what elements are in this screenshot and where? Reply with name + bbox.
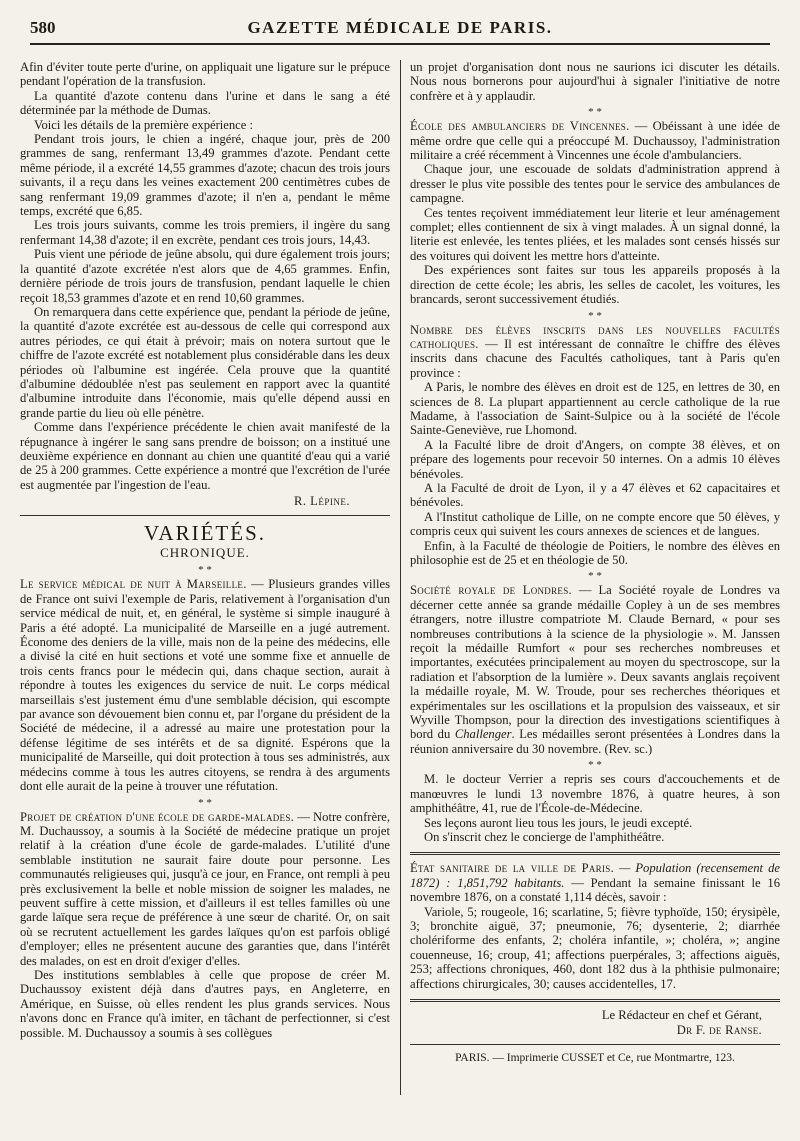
paragraph: Puis vient une période de jeûne absolu, qui dure également trois jours; la quantité d'azote excrétée n'est alors que de 4,65 grammes. Enfin, dernière période de trois jours de transfusion, pendant laquelle le chien reçoit 18,53 grammes d'azote et en rend 10,60 grammes. [20,247,390,305]
paragraph: Chaque jour, une escouade de soldats d'administration apprend à dresser le plus vite possible des tentes pour le service des ambulances de campagne. [410,162,780,206]
paragraph: Ses leçons auront lieu tous les jours, le jeudi excepté. [424,815,693,830]
section-divider [20,515,390,516]
paragraph: On remarquera dans cette expérience que, pendant la période de jeûne, la quantité d'azote excrétée est au-dessous de celle qui correspond aux autres périodes, ce qui était à prévoir; mais on notera surtout que le chiffre de l'azote excrété est notablement plus considérable dans les deux périodes où l'albumine est ingérée. Cela prouve que la quantité d'albumine dédoublée n'est pas seulement en rapport avec la quantité d'albumine introduite dans l'économie, mais qu'elle dépend aussi en grande partie du lieu où elle pénètre. [20,304,390,420]
asterism: * * [198,796,212,809]
article-heading: Nombre des élèves inscrits dans les nouvelles facultés catholiques. [410,322,780,351]
paragraph: A Paris, le nombre des élèves en droit est de 125, en lettres de 30, en sciences de 8. La plupart appartiennent au cercle catholique de la rue Madame, à l'association de Saint-Sulpice ou à la société de l'école Sainte-Geneviève, rue Lhomond. [410,380,780,438]
paragraph: La quantité d'azote contenu dans l'urine et dans le sang a été déterminée par la méthode de Dumas. [20,88,390,118]
paragraph: A la Faculté de droit de Lyon, il y a 47 élèves et 62 capacitaires et bénévoles. [410,480,780,510]
paragraph: Les trois jours suivants, comme les trois premiers, il ingère du sang renfermant 14,38 d'azote; il en excrète, pendant ces trois jours, 14,43. [20,218,390,247]
paragraph: On s'inscrit chez le concierge de l'amphithéâtre. [424,829,665,844]
paragraph: Des expériences sont faites sur tous les appareils proposés à la direction de cette école; les abris, les selles de cacolet, les voitures, les brancards, seront successivement étudiés. [410,263,780,307]
paragraph: un projet d'organisation dont nous ne saurions ici discuter les détails. Nous nous bornerons pour aujourd'hui à signaler l'initiative de notre confrère et à y applaudir. [410,60,780,103]
editor-signature: Le Rédacteur en chef et Gérant, Dr F. de Ranse. [601,1007,762,1037]
left-column [20,60,390,1040]
article-garde-malades: Projet de création d'une école de garde-malades. — Notre confrère, M. Duchaussoy, a soumis à la Société de médecine pratique un projet relatif à la création d'une école de garde-malades. L'utilité d'une semblable institution ne saurait faire doute pour personne. Les communautés religieuses qui, jusqu'à ce jour, en France, ont rempli à peu près exclusivement la belle et noble mission de soigner les malades, ne peuvent suffire à cette mission, et d'ailleurs il est telles familles où une garde laïque sera reçue de préférence à une sœur de charité. Or, on sait où se recrutent actuellement les gardes laïques qu'on est parfois obligé d'employer; elles ne présentent aucune des garanties que, dans l'intérêt des malades, on est en droit d'exiger d'elles. [20,809,390,968]
paragraph: Comme dans l'expérience précédente le chien avait manifesté de la répugnance à ingérer le sang sans prendre de boisson; on a institué une deuxième expérience en donnant au chien une quantité d'eau qui a varié de 25 à 200 grammes. Cette expérience a montré que l'excrétion de l'urée est augmentée par l'ingestion de l'eau. [20,420,390,492]
asterism: * * [588,309,602,322]
paragraph: Voici les détails de la première expérience : [34,117,254,132]
paragraph: A l'Institut catholique de Lille, on ne compte encore que 50 élèves, y compris ceux qui suivent les cours annexes de sciences et de langues. [410,509,780,539]
paragraph: Pendant trois jours, le chien a ingéré, chaque jour, près de 200 grammes de sang, renfermant 13,49 grammes d'azote. Pendant cette même période, il a excrété 14,55 grammes d'azote; chacun des trois jours suivants, il a reçu dans les veines exactement 200 centimètres cubes de sang renfermant 19,09 grammes d'azote; il n'en a, pendant le même temps, excrété que 6,85. [20,132,390,219]
article-heading: Le service médical de nuit à Marseille. [20,577,247,592]
paragraph: Afin d'éviter toute perte d'urine, on appliquait une ligature sur le prépuce pendant l'opération de la transfusion. [20,60,390,89]
article-societe-royale: Société royale de Londres. — La Société royale de Londres va décerner cette année sa grande médaille Copley à un de ses membres étrangers, notre illustre compatriote M. Claude Bernard, « pour ses nombreuses contributions à la science de la physiologie ». M. Janssen reçoit la médaille Rumfort « pour ses recherches nombreuses et importantes, exécutées principalement au moyen du spectroscope, sur la radiation et l'absorption de la lumière ». Deux savants anglais reçoivent la médaille royale, M. W. Troude, pour ses recherches théoriques et expérimentales sur les oscillations et la propulsion des vaisseaux, et sir Wyville Thompson, pour la direction des investigations scientifiques à bord du Challenger. Les médailles seront présentées à Londres dans la réunion anniversaire du 30 novembre. (Rev. sc.) [410,583,780,756]
section-divider [410,1044,780,1045]
article-heading: État sanitaire de la ville de Paris. [410,861,615,876]
asterism: * * [588,106,602,119]
asterism: * * [588,570,602,583]
page-header [30,18,770,42]
journal-title: GAZETTE MÉDICALE DE PARIS. [247,18,553,37]
paragraph: A la Faculté libre de droit d'Angers, on compte 38 élèves, et on prépare des logements pour recevoir 50 internes. On a admis 10 élèves bénévoles. [410,437,780,481]
paragraph: Enfin, à la Faculté de théologie de Poitiers, le nombre des élèves en philosophie est de 25 et en théologie de 50. [410,538,780,567]
article-heading: Société royale de Londres. [410,583,572,598]
section-subtitle: CHRONIQUE. [160,545,250,560]
paragraph: Des institutions semblables à celle que propose de créer M. Duchaussoy existent déjà dans d'autres pays, en Angleterre, en Amérique, en Suisse, où elles rendent les plus grands services. Nous n'avons donc en France qu'à imiter, en tâchant de perfectionner, si c'est possible. M. Duchaussoy a soumis à ses collègues [20,967,390,1040]
asterism: * * [588,759,602,772]
article-etat-sanitaire: État sanitaire de la ville de Paris. — Population (recensement de 1872) : 1,851,792 habitants. — Pendant la semaine finissant le 16 novembre 1876, on a constaté 1,114 décès, savoir : [410,861,780,905]
paragraph: Variole, 5; rougeole, 16; scarlatine, 5; fièvre typhoïde, 150; érysipèle, 3; bronchite aiguë, 37; pneumonie, 76; dysenterie, 2; diarrhée cholériforme des enfants, 2; choléra infantile, »; choléra, »; angine couenneuse, 16; croup, 41; affections puerpérales, 3; affections aiguës, 253; affections chroniques, 460, dont 182 dus à la phthisie pulmonaire; affections chirurgicales, 30; causes accidentelles, 17. [410,904,780,991]
article-heading: Projet de création d'une école de garde-malades. [20,809,295,824]
right-column [410,60,780,1065]
author-signature: R. Lépine. [293,494,350,509]
section-divider [410,999,780,1002]
column-divider [400,60,401,1095]
paragraph: Ces tentes reçoivent immédiatement leur literie et leur aménagement complet; elles contiennent de six à vingt malades. À un signal donné, la literie est enlevée, les tentes pliées, et les malades sont censés hissés sur des voitures qui doivent les mettre hors d'atteinte. [410,205,780,263]
article-vincennes: École des ambulanciers de Vincennes. — Obéissant à une idée de même ordre que celle qui a préoccupé M. Duchaussoy, l'administration militaire a créé récemment à Vincennes une école d'ambulanciers. [410,119,780,163]
article-service-nuit: Le service médical de nuit à Marseille. — Plusieurs grandes villes de France ont suivi l'exemple de Paris, relativement à l'organisation d'un service médical de nuit, et, en général, le système si simple inauguré à Paris a été adopté. La municipalité de Marseille en a jugé autrement. Économe des deniers de la ville, mais non de la peine des médecins, elle a divisé la cité en huit sections et voté une somme fixe et annuelle de trois cents francs pour le médecin qui, dans chaque section, aurait à répondre à toutes les exigences du service de nuit. Le corps médical marseillais s'est justement ému d'une semblable décision, qui escompte par avance son dévouement bien connu et, par l'organe du président de la Société de médecine, il a adressé au maire une protestation pour la défense légitime de ses intérêts et de sa dignité. Espérons que la municipalité de Marseille, qui doit protection à tous ses administrés, aux médecins comme à tous les autres citoyens, se rendra à des arguments dont elle aurait de la peine à trouver une réfutation. [20,577,390,794]
article-facultes: Nombre des élèves inscrits dans les nouvelles facultés catholiques. — Il est intéressant de connaître le chiffre des élèves inscrits dans chacune des Facultés catholiques, tant à Paris qu'en province : [410,322,780,380]
paragraph: M. le docteur Verrier a repris ses cours d'accouchements et de manœuvres le lundi 13 novembre 1876, à quatre heures, à son amphithéâtre, 41, rue de l'École-de-Médecine. [410,772,780,816]
page-number: 580 [30,18,56,37]
printer-imprint: PARIS. — Imprimerie CUSSET et Ce, rue Montmartre, 123. [455,1051,735,1064]
asterism: * * [198,564,212,577]
header-rule [30,43,770,45]
article-heading: École des ambulanciers de Vincennes. [410,119,630,134]
section-divider [410,852,780,855]
section-title: VARIÉTÉS. [143,520,267,545]
